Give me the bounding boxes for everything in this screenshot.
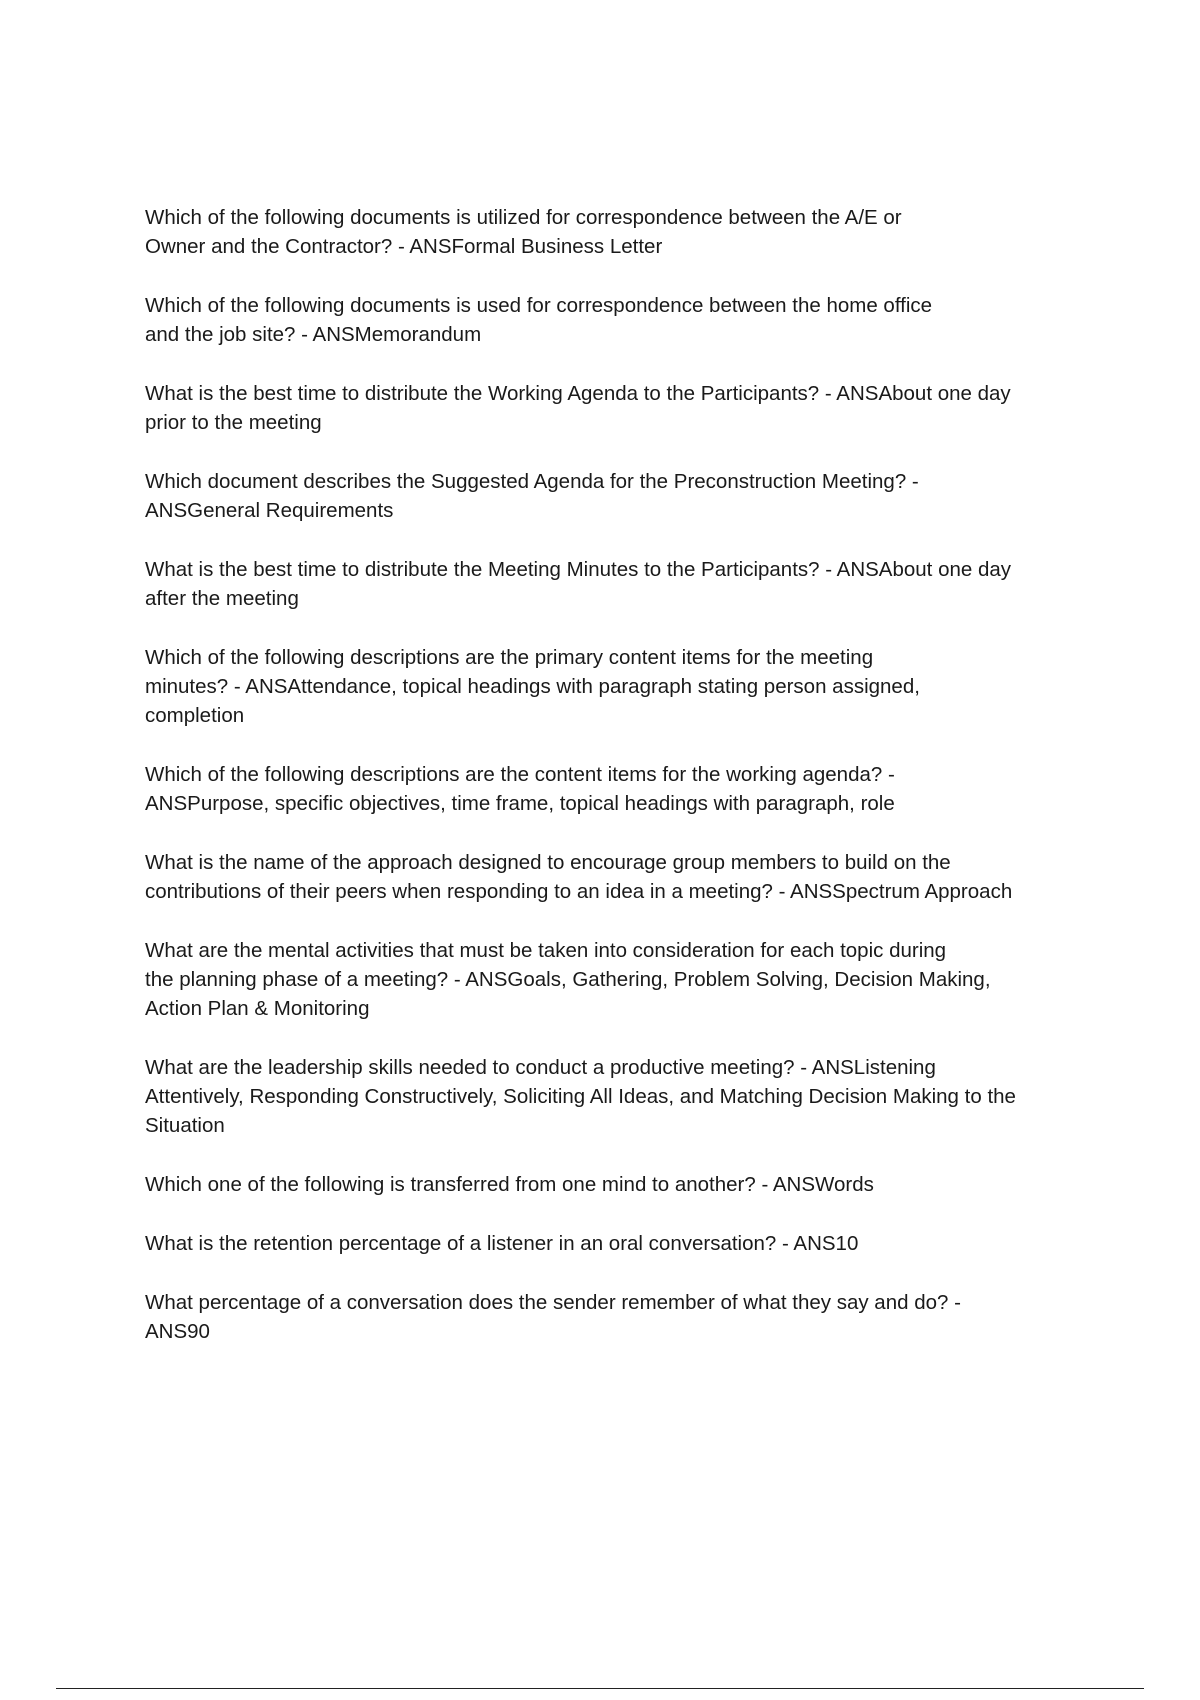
qa-item: Which one of the following is transferred from one mind to another? - ANSWords — [145, 1173, 874, 1196]
qa-item: Which of the following documents is used for correspondence between the home office and the job site? - ANSMemorandum — [145, 294, 933, 346]
qa-item: Which of the following descriptions are the content items for the working agenda? - ANSPurpose, specific objectives, time frame, topical headings with paragraph, role — [145, 763, 895, 815]
qa-item: What percentage of a conversation does the sender remember of what they say and do? - ANS90 — [145, 1291, 961, 1343]
qa-item: Which document describes the Suggested Agenda for the Preconstruction Meeting? - ANSGeneral Requirements — [145, 470, 919, 522]
qa-item: What are the leadership skills needed to conduct a productive meeting? - ANSListening Attentively, Responding Constructively, Soliciting All Ideas, and Matching Decision Making to the Situation — [145, 1056, 1016, 1137]
qa-item: What is the best time to distribute the Working Agenda to the Participants? - ANSAbout one day prior to the meeting — [145, 382, 1011, 434]
qa-item: Which of the following documents is utilized for correspondence between the A/E or Owner and the Contractor? - ANSFormal Business Letter — [145, 206, 902, 258]
footer-divider — [56, 1688, 1144, 1689]
qa-item: Which of the following descriptions are the primary content items for the meeting minutes? - ANSAttendance, topical headings with paragraph stating person assigned, completion — [145, 646, 920, 727]
qa-item: What is the best time to distribute the Meeting Minutes to the Participants? - ANSAbout one day after the meeting — [145, 558, 1012, 610]
qa-item: What is the name of the approach designed to encourage group members to build on the contributions of their peers when responding to an idea in a meeting? - ANSSpectrum Approach — [145, 851, 1013, 903]
qa-item: What is the retention percentage of a listener in an oral conversation? - ANS10 — [145, 1232, 859, 1255]
qa-item: What are the mental activities that must be taken into consideration for each topic during the planning phase of a meeting? - ANSGoals, Gathering, Problem Solving, Decision Making, Action Plan & Monitoring — [145, 939, 991, 1020]
qa-list — [145, 203, 1095, 1376]
